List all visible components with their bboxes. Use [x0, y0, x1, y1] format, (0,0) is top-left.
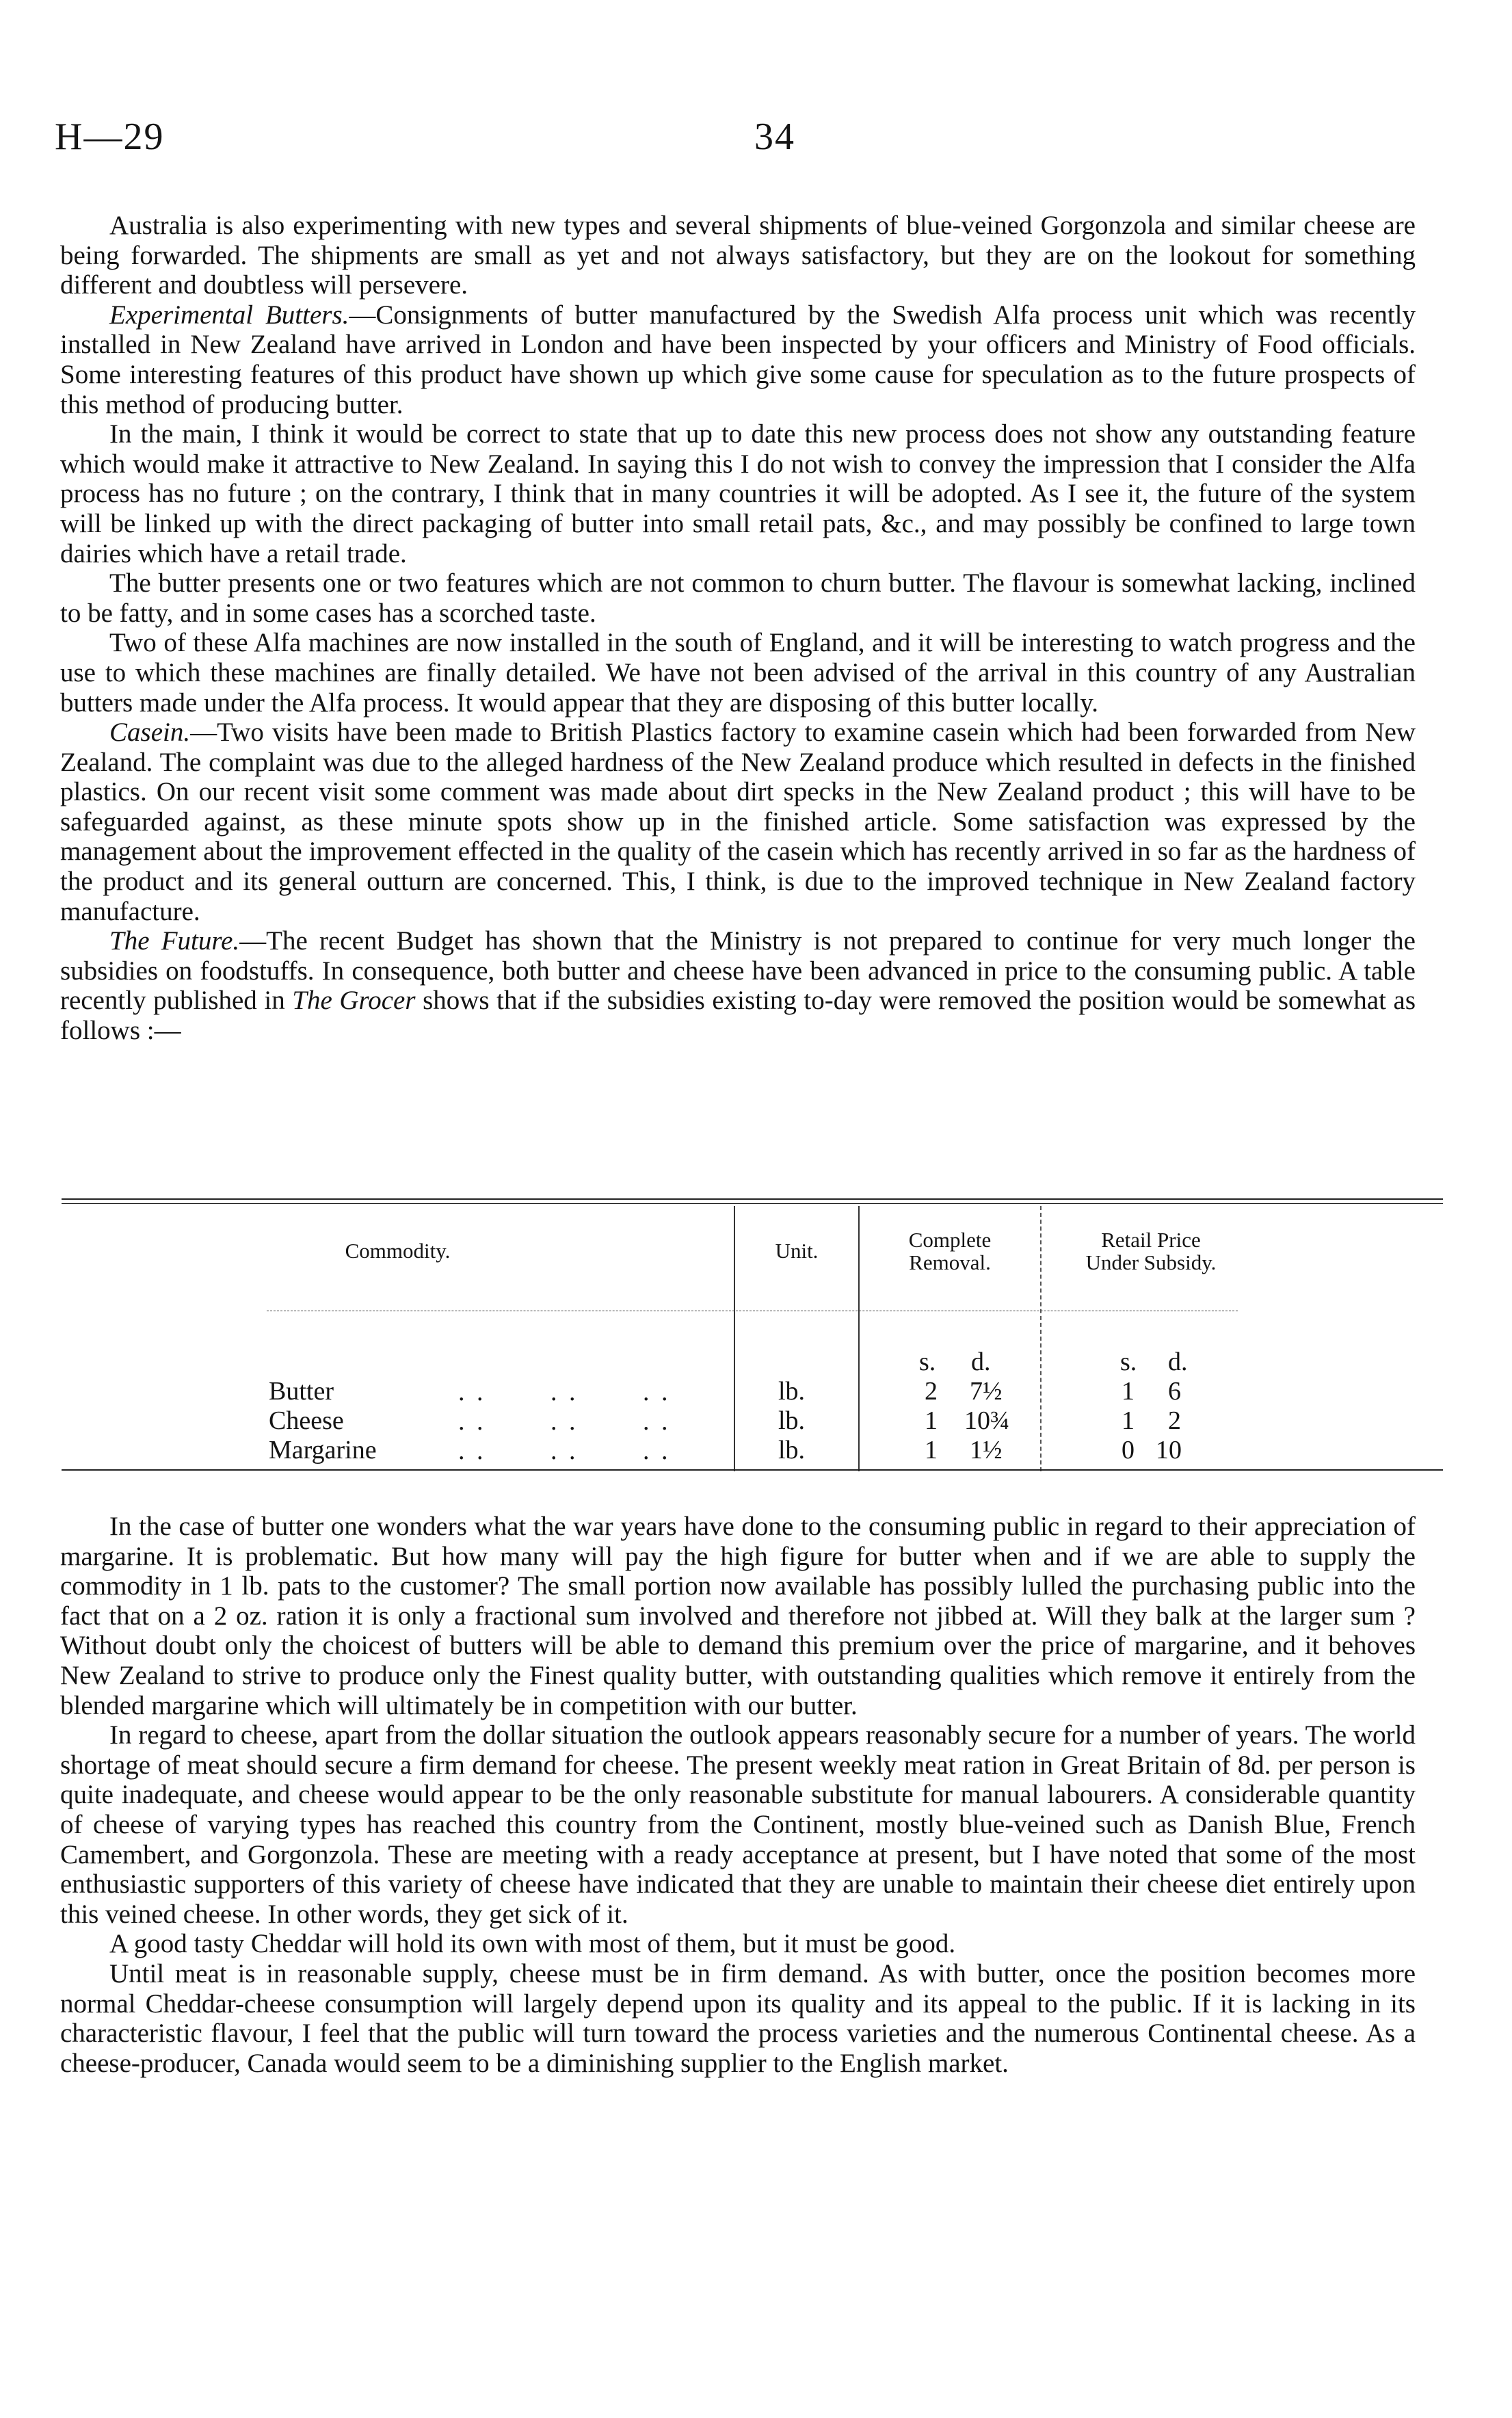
paragraph: Two of these Alfa machines are now installed in the south of England, and it will be interesting to watch progress and the use to which these machines are finally detailed. We have not been advised of the arrival in this country of any Australian butters made under the Alfa process. It would appear that they are disposing of this butter locally.: [60, 628, 1416, 718]
header-retail-price-line1: Retail Price: [1101, 1228, 1201, 1252]
removal-shillings: 1: [925, 1436, 938, 1464]
section-heading: The Future.: [109, 926, 240, 956]
currency-s: s.: [1120, 1348, 1137, 1376]
retail-pence: 10: [1156, 1436, 1182, 1464]
retail-pence: 2: [1168, 1406, 1181, 1435]
table-row-unit: lb.: [778, 1406, 806, 1435]
removal-shillings: 1: [925, 1406, 938, 1435]
leader-dots: . . . . . .: [458, 1436, 671, 1465]
retail-pence: 6: [1168, 1377, 1181, 1406]
paragraph-text: shows that if the subsidies existing to-day were removed the position would be somewhat as follows :—: [60, 986, 1416, 1046]
currency-d: d.: [1168, 1348, 1188, 1376]
header-complete-removal-line1: Complete: [908, 1228, 992, 1252]
paragraph: [60, 718, 1416, 926]
removal-pence: 1½: [970, 1436, 1003, 1464]
page-number: 34: [754, 116, 795, 158]
paragraph: Australia is also experimenting with new types and several shipments of blue-veined Gorgonzola and similar cheese are being forwarded. The shipments are small as yet and not always satisfactory, but they are on the lookout for something different and doubtless will persevere.: [60, 211, 1416, 300]
table-row-commodity: Margarine: [269, 1436, 377, 1464]
removal-pence: 10¾: [964, 1406, 1010, 1435]
table-bottom-rule: [62, 1469, 1443, 1471]
paragraph: In the case of butter one wonders what the war years have done to the consuming public in regard to their appreciation of margarine. It is problematic. But how many will pay the high figure for butter when and if we are able to supply the commodity in 1 lb. pats to the customer? The small portion now available has possibly lulled the purchasing public into the fact that on a 2 oz. ration it is only a fractional sum involved and therefore not jibbed at. Will they balk at the larger sum ? Without doubt only the choicest of butters will be able to demand this premium over the price of margarine, and it behoves New Zealand to strive to produce only the Finest quality butter, with outstanding qualities which remove it entirely from the blended margarine which will ultimately be in competition with our butter.: [60, 1512, 1416, 1720]
section-heading: Casein.: [109, 718, 191, 748]
paragraph: The butter presents one or two features which are not common to churn butter. The flavour is somewhat lacking, inclined to be fatty, and in some cases has a scorched taste.: [60, 568, 1416, 628]
body-text-top: [60, 211, 1416, 1046]
header-commodity: Commodity.: [345, 1239, 451, 1263]
header-retail-price-line2: Under Subsidy.: [1085, 1250, 1217, 1274]
paragraph: [60, 300, 1416, 419]
paragraph: In regard to cheese, apart from the dollar situation the outlook appears reasonably secure for a number of years. The world shortage of meat should secure a firm demand for cheese. The present weekly meat ration in Great Britain of 8d. per person is quite inadequate, and cheese would appear to be the only reasonable substitute for manual labourers. A considerable quantity of cheese of varying types has reached this country from the Continent, mostly blue-veined such as Danish Blue, French Camembert, and Gorgonzola. These are meeting with a ready acceptance at present, but I have noted that some of the most enthusiastic supporters of this variety of cheese have indicated that they are unable to maintain their cheese diet entirely upon this veined cheese. In other words, they get sick of it.: [60, 1720, 1416, 1929]
report-reference: H—29: [55, 116, 165, 158]
table-row-unit: lb.: [778, 1436, 806, 1464]
table-row-commodity: Butter: [269, 1377, 334, 1406]
table-row-unit: lb.: [778, 1377, 806, 1406]
retail-shillings: 1: [1122, 1406, 1135, 1435]
body-text-bottom: [60, 1512, 1416, 2078]
removal-shillings: 2: [925, 1377, 938, 1406]
dash: —: [190, 718, 217, 748]
table-top-rule: [62, 1198, 1443, 1200]
paragraph: [60, 926, 1416, 1045]
paragraph-text: The recent Budget has shown that the Ministry is not prepared to continue for very much longer the subsidies on foodstuffs. In consequence, both butter and cheese have been advanced in price to the consuming public. A table recently published in: [60, 926, 1416, 1016]
paragraph: Until meat is in reasonable supply, cheese must be in firm demand. As with butter, once the position becomes more normal Cheddar-cheese consumption will largely depend upon its quality and its appeal to the public. If it is lacking in its characteristic flavour, I feel that the public will turn toward the process varieties and the numerous Continental cheese. As a cheese-producer, Canada would seem to be a diminishing supplier to the English market.: [60, 1958, 1416, 2078]
publication-title: The Grocer: [292, 986, 416, 1016]
paragraph: In the main, I think it would be correct to state that up to date this new process does not show any outstanding feature which would make it attractive to New Zealand. In saying this I do not wish to convey the impression that I consider the Alfa process has no future ; on the contrary, I think that in many countries it will be adopted. As I see it, the future of the system will be linked up with the direct packaging of butter into small retail pats, &c., and may possibly be confined to large town dairies which have a retail trade.: [60, 419, 1416, 568]
paragraph: A good tasty Cheddar will hold its own with most of them, but it must be good.: [109, 1929, 956, 1959]
retail-shillings: 1: [1122, 1377, 1135, 1406]
table-top-rule-thin: [62, 1203, 1443, 1204]
removal-pence: 7½: [970, 1377, 1003, 1406]
dash: —: [349, 300, 376, 330]
dash: —: [239, 926, 267, 956]
retail-shillings: 0: [1122, 1436, 1135, 1464]
leader-dots: . . . . . .: [458, 1407, 671, 1436]
header-unit: Unit.: [775, 1239, 819, 1263]
currency-s: s.: [919, 1348, 936, 1376]
table-row-commodity: Cheese: [269, 1406, 344, 1435]
header-complete-removal-line2: Removal.: [909, 1250, 991, 1274]
currency-d: d.: [971, 1348, 991, 1376]
paragraph-text: Consignments of butter manufactured by the Swedish Alfa process unit which was recently installed in New Zealand have arrived in London and have been inspected by your officers and Ministry of Food officials. Some interesting features of this product have shown up which give some cause for speculation as to the future prospects of this method of producing butter.: [60, 300, 1416, 419]
section-heading: Experimental Butters.: [109, 300, 349, 330]
leader-dots: . . . . . .: [458, 1378, 671, 1406]
page-header: [55, 115, 1457, 163]
paragraph-text: Two visits have been made to British Plastics factory to examine casein which had been forwarded from New Zealand. The complaint was due to the alleged hardness of the New Zealand produce which resulted in defects in the finished plastics. On our recent visit some comment was made about dirt specks in the New Zealand product ; this will have to be safeguarded against, as these minute spots show up in the finished article. Some satisfaction was expressed by the management about the improvement effected in the quality of the casein which has recently arrived in so far as the hardness of the product and its general outturn are concerned. This, I think, is due to the improved technique in New Zealand factory manufacture.: [60, 718, 1416, 926]
